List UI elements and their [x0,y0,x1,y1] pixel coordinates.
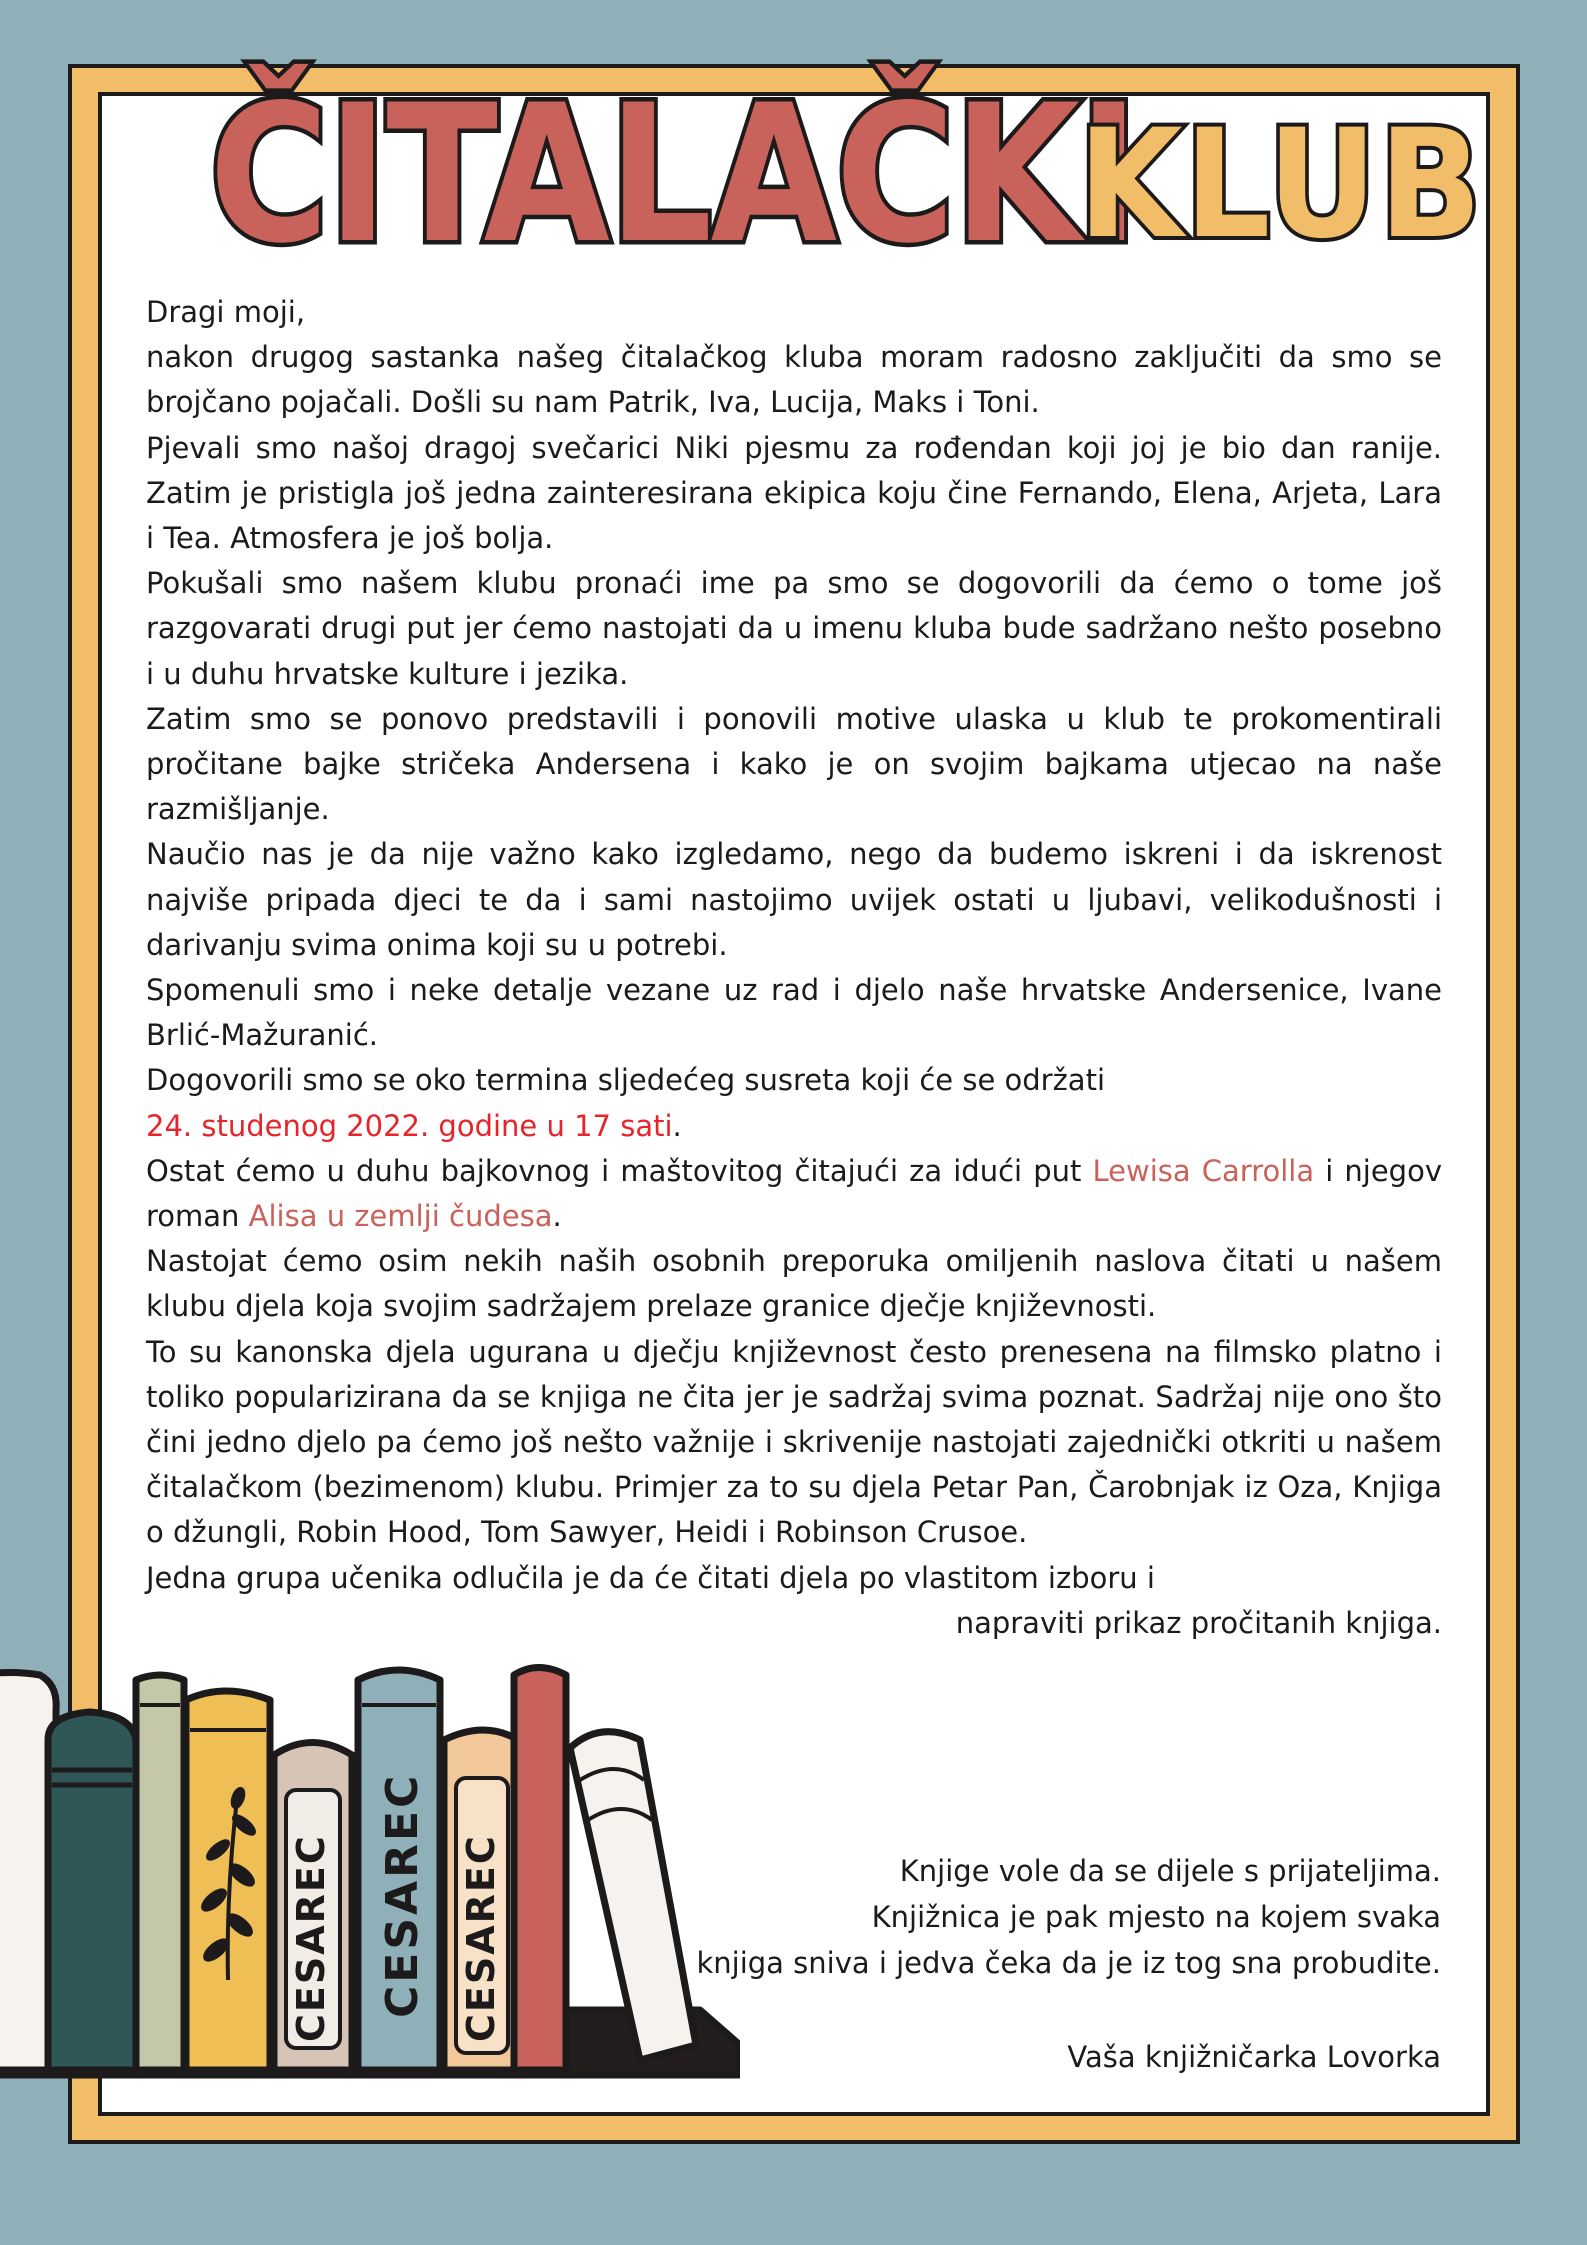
bookshelf-illustration [0,1630,740,2100]
signature: Vaša knjižničarka Lovorka [1067,2040,1441,2074]
meeting-date: 24. studenog 2022. godine u 17 sati [146,1108,673,1143]
title-citalacki: ČITALAČKI [209,64,1138,285]
book-teal-dark [48,1712,136,2070]
closing-line-1: Knjige vole da se dijele s prijateljima. [899,1854,1441,1888]
paragraph-next-book [146,1149,1442,1239]
next-book-intro: Ostat ćemo u duhu bajkovnog i maštovitog čitajući za idući put [146,1153,1093,1188]
meeting-date-suffix: . [672,1108,682,1143]
paragraph-birthday: Pjevali smo našoj dragoj svečarici Niki pjesmu za rođendan koji joj je bio dan ranije. Zatim je pristigla još jedna zainteresirana ekipica koju čine Fernando, Elena, Arjeta, Lara i Tea. Atmosfera je još bolja. [146,430,1442,556]
next-book-title: Alisa u zemlji čudesa [248,1199,553,1234]
paragraph-brlic-mazuranic: Spomenuli smo i neke detalje vezane uz rad i djelo naše hrvatske Andersenice, Ivane Brlić-Mažuranić. [146,973,1442,1053]
next-book-author: Lewisa Carrolla [1092,1153,1315,1188]
paragraph-andersen: Zatim smo se ponovo predstavili i ponovili motive ulaska u klub te prokomentirali pročitane bajke stričeka Andersena i kako je on svojim bajkama utjecao na naše razmišljanje. [146,701,1442,827]
paragraph-reading-group: Jedna grupa učenika odlučila je da će čitati djela po vlastitom izboru i [146,1560,1155,1595]
paragraph-new-members: nakon drugog sastanka našeg čitalačkog kluba moram radosno zaključiti da smo se brojčano pojačali. Došli su nam Patrik, Iva, Lucija, Maks i Toni. [146,340,1442,420]
paragraph-recommendations: Nastojat ćemo osim nekih naših osobnih preporuka omiljenih naslova čitati u našem klubu djela koja svojim sadržajem prelaze granice dječje književnosti. [146,1244,1442,1324]
page-title [0,64,1587,285]
closing-line-2: Knjižnica je pak mjesto na kojem svaka [871,1900,1441,1934]
paragraph-reading-group-end: napraviti prikaz pročitanih knjiga. [955,1605,1442,1640]
next-book-end: . [552,1199,562,1234]
meeting-date-line [146,1104,1442,1149]
paragraph-next-meeting: Dogovorili smo se oko termina sljedećeg susreta koji će se održati [146,1063,1106,1098]
spine-label-peach: CESAREC [459,1834,503,2042]
paragraph-lesson: Naučio nas je da nije važno kako izgledamo, nego da budemo iskreni i da iskrenost najviše pripada djeci te da i sami nastojimo uvijek ostati u ljubavi, velikodušnosti i darivanju svima onima koji su u potrebi. [146,837,1442,962]
book-red [514,1668,566,2071]
spine-label-taupe: CESAREC [289,1834,333,2042]
closing-line-3: knjiga sniva i jedva čeka da je iz tog sna probudite. [696,1946,1441,1980]
greeting: Dragi moji, [146,295,306,329]
letter-body [146,290,1442,1646]
spine-label-blue: CESAREC [377,1772,428,2018]
book-sage [136,1675,184,2070]
paragraph-club-name: Pokušali smo našem klubu pronaći ime pa smo se dogovorili da ćemo o tome još razgovarati drugi put jer ćemo nastojati da u imenu kluba bude sadržano nešto posebno i u duhu hrvatske kulture i jezika. [146,566,1442,691]
paragraph-canonical-works: To su kanonska djela ugurana u dječju književnost često prenesena na filmsko platno i toliko popularizirana da se knjiga ne čita jer je sadržaj svima poznat. Sadržaj nije ono što čini jedno djelo pa ćemo još nešto važnije i skrivenije nastojati zajednički otkriti u našem čitalačkom (bezimenom) klubu. Primjer za to su djela Petar Pan, Čarobnjak iz Oza, Knjiga o džungli, Robin Hood, Tom Sawyer, Heidi i Robinson Crusoe. [146,1334,1442,1550]
title-klub: KLUB [1077,98,1484,272]
next-book-mid: i njegov roman [146,1153,1442,1234]
